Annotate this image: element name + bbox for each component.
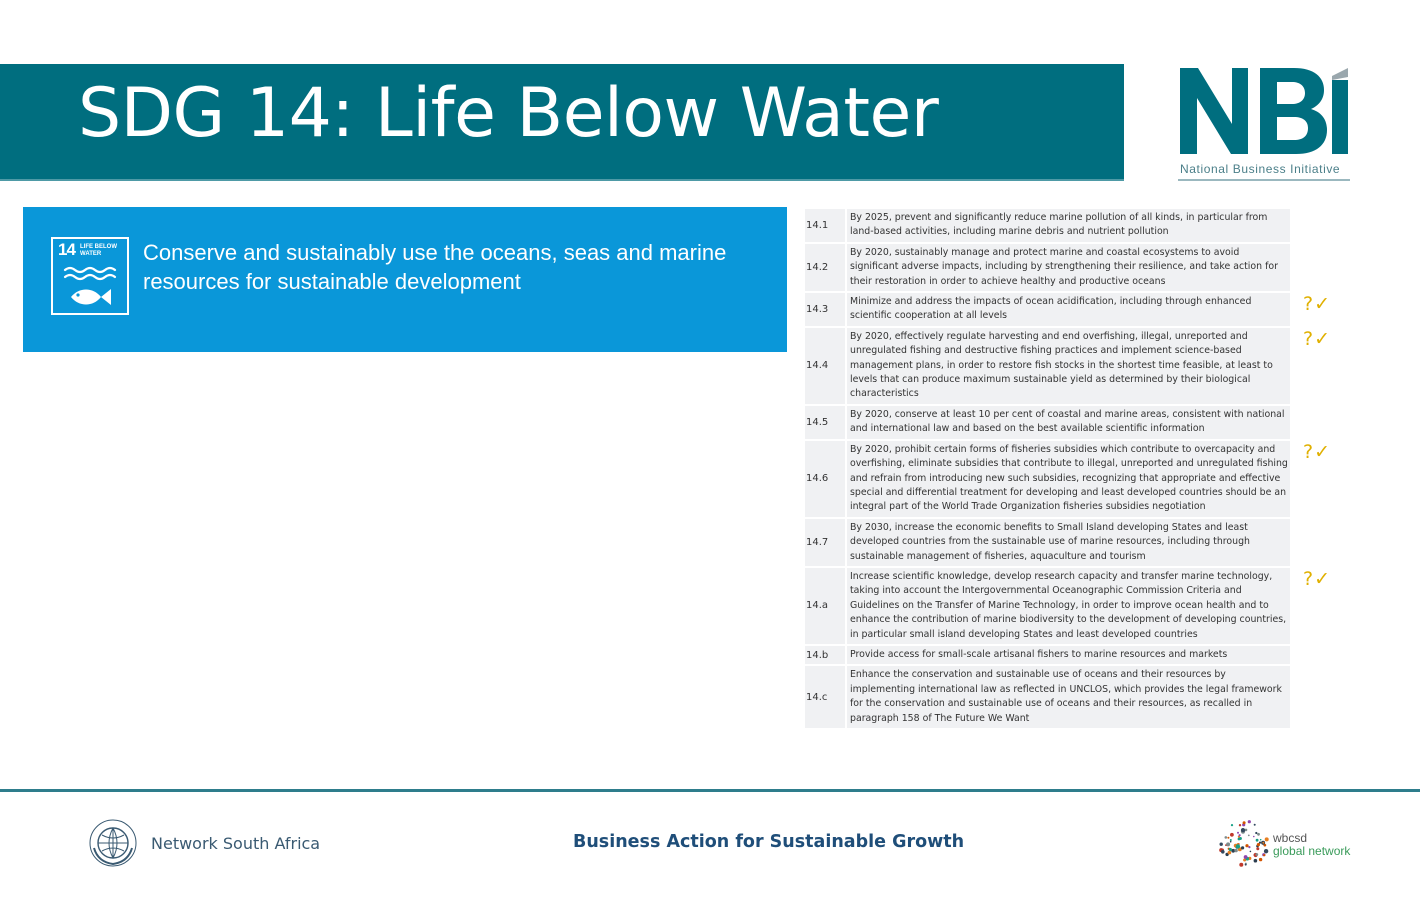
verified-check-mark: ?✓ bbox=[1303, 327, 1332, 350]
target-id: 14.6 bbox=[805, 441, 845, 517]
wbcsd-dot bbox=[1255, 832, 1257, 834]
wbcsd-dot bbox=[1239, 824, 1241, 826]
wbcsd-dot bbox=[1243, 821, 1246, 824]
wbcsd-dot bbox=[1248, 820, 1251, 823]
wbcsd-name: wbcsd bbox=[1273, 831, 1308, 845]
wbcsd-dot bbox=[1230, 841, 1232, 843]
wbcsd-dot bbox=[1230, 839, 1232, 841]
wbcsd-dot bbox=[1228, 851, 1232, 855]
target-description: By 2020, sustainably manage and protect marine and coastal ecosystems to avoid significant adverse impacts, including by strengthening their resilience, and take action for their restoration in order to achieve healthy and productive oceans bbox=[845, 244, 1290, 291]
wbcsd-dot bbox=[1263, 854, 1265, 856]
goal-description: Conserve and sustainably use the oceans, seas and marine resources for sustainable development bbox=[143, 240, 727, 294]
target-row bbox=[805, 328, 1290, 404]
verified-check-mark: ?✓ bbox=[1303, 293, 1332, 316]
target-row bbox=[805, 244, 1290, 291]
wbcsd-dot bbox=[1221, 850, 1225, 854]
un-global-compact-logo bbox=[88, 818, 138, 868]
sdg14-icon bbox=[51, 237, 129, 315]
wbcsd-dot bbox=[1255, 853, 1258, 856]
target-id: 14.5 bbox=[805, 406, 845, 439]
footer-tagline: Business Action for Sustainable Growth bbox=[573, 832, 965, 852]
wbcsd-dot bbox=[1254, 859, 1258, 863]
sdg-icon-number: 14 bbox=[58, 240, 75, 259]
wbcsd-dot bbox=[1227, 837, 1229, 839]
target-description: By 2020, effectively regulate harvesting and end overfishing, illegal, unreported and unregulated fishing and destructive fishing practices and implement science-based management plans, in order to restore fish stocks in the shortest time feasible, at least to levels that can produce maximum sustainable yield as determined by their biological characteristics bbox=[845, 328, 1290, 404]
target-description: By 2025, prevent and significantly reduce marine pollution of all kinds, in particular from land-based activities, including marine debris and nutrient pollution bbox=[845, 209, 1290, 242]
target-id: 14.c bbox=[805, 666, 845, 728]
wbcsd-dot bbox=[1265, 837, 1269, 841]
wbcsd-dot bbox=[1245, 864, 1247, 866]
target-id: 14.b bbox=[805, 646, 845, 664]
wbcsd-dot bbox=[1257, 843, 1260, 846]
wbcsd-dot bbox=[1241, 846, 1244, 849]
target-id: 14.a bbox=[805, 568, 845, 644]
target-id: 14.1 bbox=[805, 209, 845, 242]
wbcsd-dot bbox=[1254, 824, 1256, 826]
wbcsd-dot bbox=[1241, 828, 1245, 832]
wbcsd-dot bbox=[1257, 833, 1260, 836]
page-title: SDG 14: Life Below Water bbox=[78, 74, 939, 153]
network-south-africa-label: Network South Africa bbox=[151, 834, 321, 853]
wbcsd-dot bbox=[1220, 843, 1223, 846]
wbcsd-dot bbox=[1225, 836, 1228, 839]
wbcsd-dot bbox=[1239, 863, 1243, 867]
wbcsd-dot bbox=[1253, 836, 1255, 838]
wbcsd-label bbox=[1273, 832, 1350, 858]
wbcsd-dot bbox=[1236, 844, 1240, 848]
target-row bbox=[805, 293, 1290, 326]
target-row bbox=[805, 441, 1290, 517]
target-description: Provide access for small-scale artisanal fishers to marine resources and markets bbox=[845, 646, 1290, 664]
wbcsd-dot bbox=[1245, 844, 1248, 847]
wbcsd-dot bbox=[1229, 848, 1232, 851]
wbcsd-dot bbox=[1256, 847, 1259, 850]
wbcsd-dot bbox=[1248, 835, 1250, 837]
wbcsd-dot bbox=[1226, 842, 1230, 846]
target-row bbox=[805, 646, 1290, 664]
wbcsd-dot bbox=[1230, 833, 1234, 837]
targets-table bbox=[805, 207, 1290, 730]
nbi-subtitle: National Business Initiative bbox=[1180, 162, 1341, 176]
wbcsd-dot bbox=[1260, 839, 1262, 841]
wbcsd-dot bbox=[1248, 846, 1250, 848]
target-description: By 2030, increase the economic benefits to Small Island developing States and least developed countries from the sustainable use of marine resources, including through sustainable management of fisheries, aquaculture and tourism bbox=[845, 519, 1290, 566]
wbcsd-dot bbox=[1262, 842, 1264, 844]
wbcsd-dot bbox=[1256, 839, 1259, 842]
wbcsd-network: global network bbox=[1273, 844, 1351, 858]
wbcsd-dot bbox=[1259, 858, 1262, 861]
wbcsd-dot bbox=[1234, 849, 1237, 852]
nbi-logo bbox=[1176, 66, 1354, 184]
wbcsd-dot bbox=[1231, 824, 1233, 826]
wbcsd-dot bbox=[1237, 832, 1239, 834]
target-id: 14.7 bbox=[805, 519, 845, 566]
wbcsd-dot bbox=[1264, 849, 1268, 853]
wbcsd-dot bbox=[1239, 834, 1241, 836]
target-description: By 2020, conserve at least 10 per cent of coastal and marine areas, consistent with national and international law and based on the best available scientific information bbox=[845, 406, 1290, 439]
footer-divider bbox=[0, 789, 1420, 792]
wbcsd-dot bbox=[1250, 851, 1252, 853]
nbi-underline bbox=[1178, 179, 1350, 181]
target-description: Enhance the conservation and sustainable use of oceans and their resources by implementing international law as reflected in UNCLOS, which provides the legal framework for the conservation and sustainable use of oceans and their resources, as recalled in paragraph 158 of The Future We Want bbox=[845, 666, 1290, 728]
wbcsd-dot bbox=[1238, 838, 1241, 841]
target-description: Minimize and address the impacts of ocean acidification, including through enhanced scientific cooperation at all levels bbox=[845, 293, 1290, 326]
target-row bbox=[805, 406, 1290, 439]
wbcsd-dot bbox=[1244, 855, 1248, 859]
target-id: 14.2 bbox=[805, 244, 845, 291]
target-description: Increase scientific knowledge, develop research capacity and transfer marine technology, taking into account the Intergovernmental Oceanographic Commission Criteria and Guidelines on the Transfer of Marine Technology, in order to improve ocean health and to enhance the contribution of marine biodiversity to the development of developing countries, in particular small island developing States and least developed countries bbox=[845, 568, 1290, 644]
sdg-icon-label: LIFE BELOW WATER bbox=[80, 244, 117, 257]
fish-icon bbox=[57, 265, 123, 311]
target-id: 14.3 bbox=[805, 293, 845, 326]
goal-banner bbox=[23, 207, 787, 352]
target-row bbox=[805, 519, 1290, 566]
target-row bbox=[805, 209, 1290, 242]
nbi-letters-graphic bbox=[1176, 66, 1354, 158]
target-row bbox=[805, 568, 1290, 644]
verified-check-mark: ?✓ bbox=[1303, 440, 1332, 463]
wbcsd-dots-logo bbox=[1217, 816, 1271, 874]
verified-check-mark: ?✓ bbox=[1303, 567, 1332, 590]
target-id: 14.4 bbox=[805, 328, 845, 404]
target-row bbox=[805, 666, 1290, 728]
target-description: By 2020, prohibit certain forms of fisheries subsidies which contribute to overcapacity and overfishing, eliminate subsidies that contribute to illegal, unreported and unregulated fishing and refrain from introducing new such subsidies, recognizing that appropriate and effective special and differential treatment for developing and least developed countries should be an integral part of the World Trade Organization fisheries subsidies negotiation bbox=[845, 441, 1290, 517]
